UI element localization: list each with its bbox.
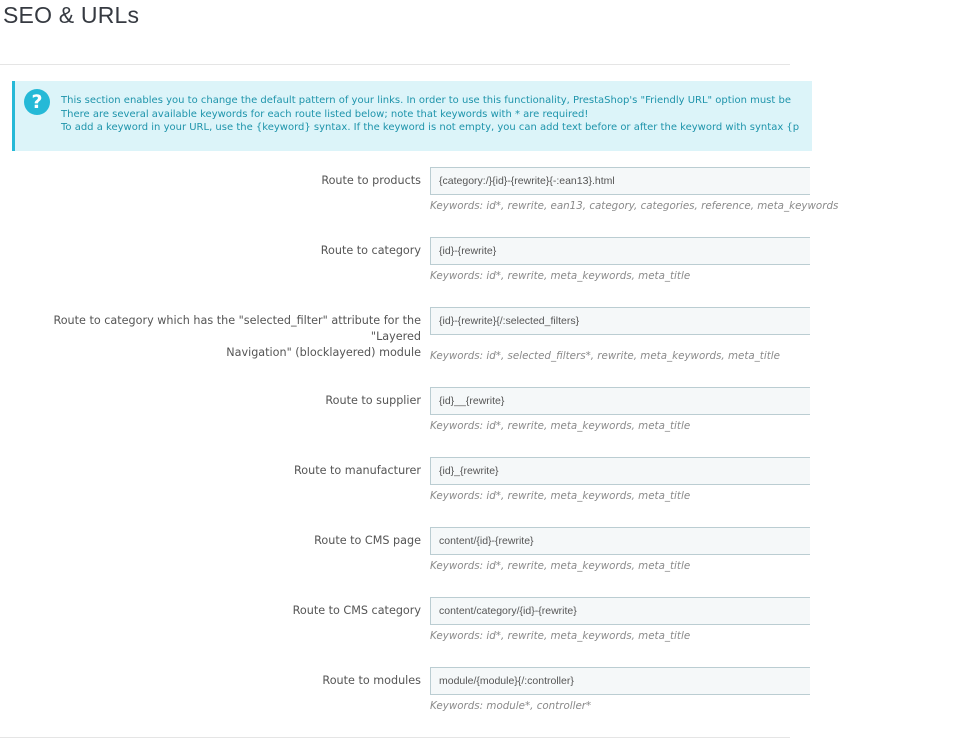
alert-text <box>61 94 961 135</box>
route-keywords-cms-page: Keywords: id*, rewrite, meta_keywords, meta_title <box>430 560 691 572</box>
route-keywords-cms-category: Keywords: id*, rewrite, meta_keywords, meta_title <box>430 630 691 642</box>
route-label-category: Route to category <box>320 244 421 257</box>
route-label-manufacturer: Route to manufacturer <box>293 464 421 477</box>
route-keywords-products: Keywords: id*, rewrite, ean13, category, categories, reference, meta_keywords <box>430 200 839 212</box>
route-label-modules: Route to modules <box>322 674 421 687</box>
route-input-cms-page[interactable] <box>430 527 810 555</box>
info-alert <box>12 81 812 151</box>
route-keywords-modules: Keywords: module*, controller* <box>430 700 592 712</box>
route-label-line: Route to category which has the "selected_filter" attribute for the "Layered <box>53 314 421 343</box>
alert-line: This section enables you to change the default pattern of your links. In order to use this functionality, PrestaShop's "Friendly URL" option must be <box>61 95 791 106</box>
seo-urls-panel <box>0 65 839 739</box>
route-keywords-supplier: Keywords: id*, rewrite, meta_keywords, meta_title <box>430 420 691 432</box>
route-label-products: Route to products <box>321 174 421 187</box>
route-keywords-layered-category: Keywords: id*, selected_filters*, rewrite, meta_keywords, meta_title <box>430 350 780 362</box>
route-keywords-category: Keywords: id*, rewrite, meta_keywords, meta_title <box>430 270 691 282</box>
question-circle-icon: ? <box>24 89 50 115</box>
route-label-cms-page: Route to CMS page <box>314 534 421 547</box>
route-label-supplier: Route to supplier <box>325 394 421 407</box>
bottom-divider <box>0 737 790 738</box>
route-input-cms-category[interactable] <box>430 597 810 625</box>
page-title: SEO & URLs <box>3 2 140 28</box>
route-input-layered-category[interactable] <box>430 307 810 335</box>
route-label-line: Navigation" (blocklayered) module <box>226 346 421 359</box>
route-label-cms-category: Route to CMS category <box>292 604 421 617</box>
route-label-layered-category <box>0 313 421 361</box>
route-input-supplier[interactable] <box>430 387 810 415</box>
alert-line: To add a keyword in your URL, use the {keyword} syntax. If the keyword is not empty, you can add text before or after the keyword with syntax {p <box>61 122 800 133</box>
alert-line: There are several available keywords for each route listed below; note that keywords with * are required! <box>61 108 589 120</box>
route-keywords-manufacturer: Keywords: id*, rewrite, meta_keywords, meta_title <box>430 490 691 502</box>
route-input-manufacturer[interactable] <box>430 457 810 485</box>
route-input-category[interactable] <box>430 237 810 265</box>
route-input-products[interactable] <box>430 167 810 195</box>
route-input-modules[interactable] <box>430 667 810 695</box>
